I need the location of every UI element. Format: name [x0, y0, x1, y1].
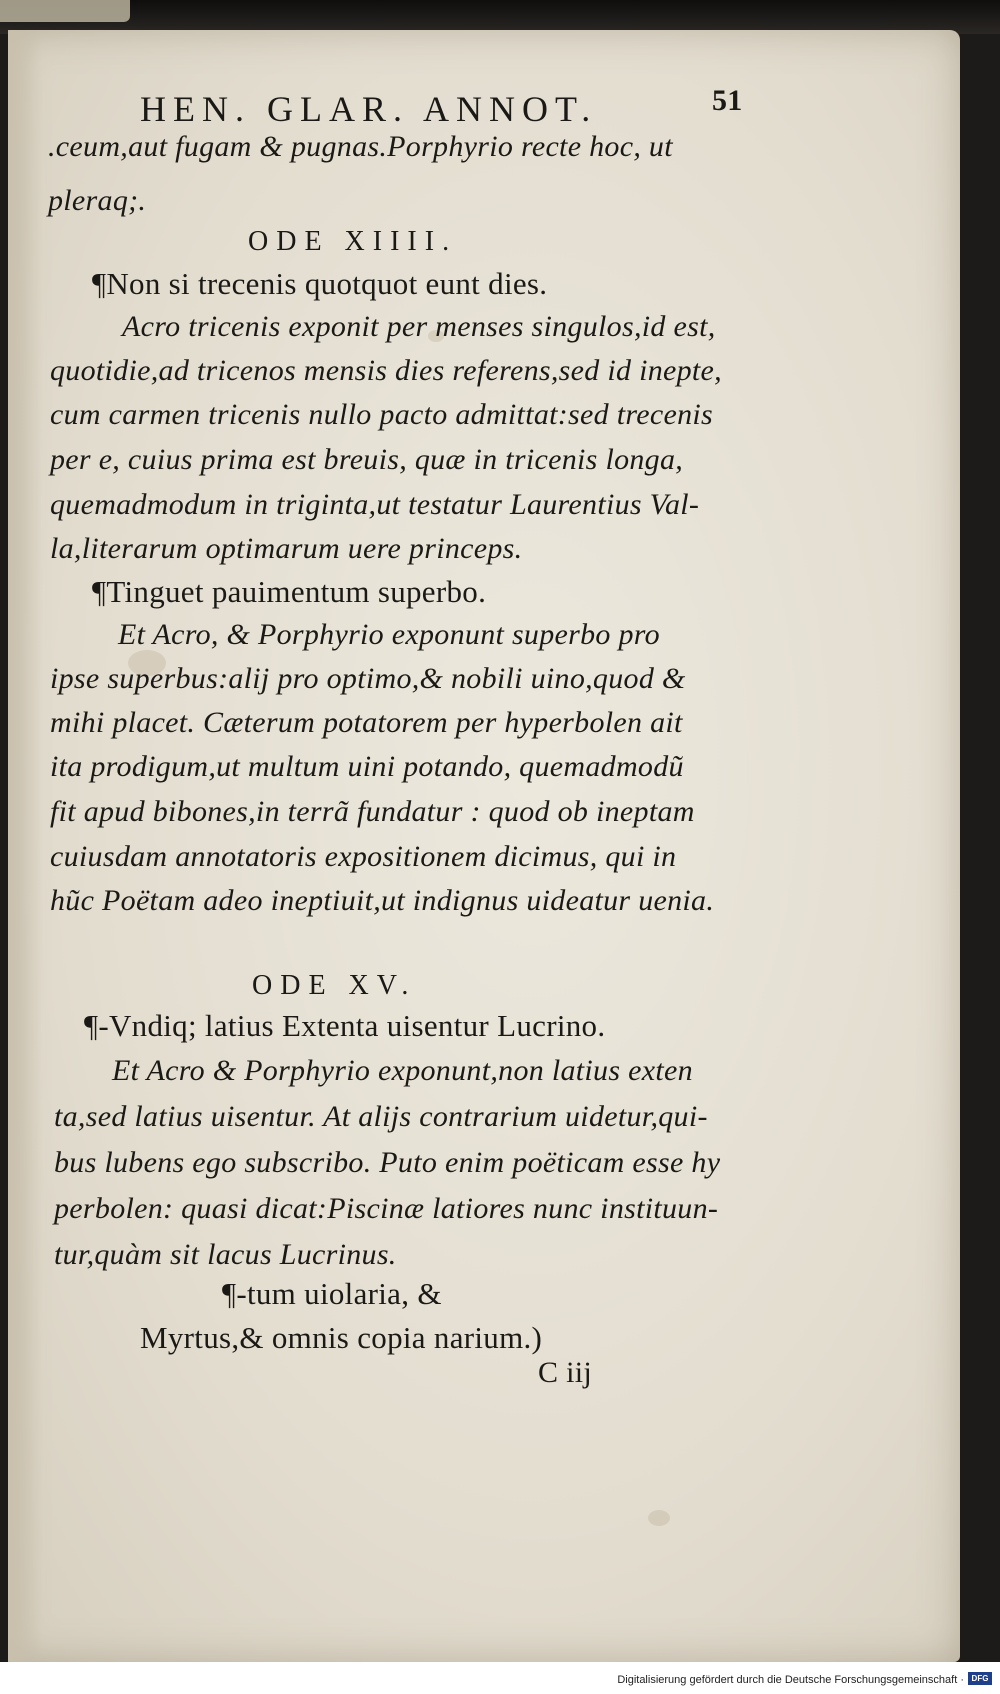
lemma-line: ¶Tinguet pauimentum superbo. [92, 574, 487, 609]
text-line: ta,sed latius uisentur. At alijs contrarium uidetur,qui- [54, 1100, 708, 1133]
text-line: la,literarum optimarum uere princeps. [50, 532, 523, 565]
text-line: cum carmen tricenis nullo pacto admittat:sed trecenis [50, 398, 713, 431]
section-heading: ODE XIIII. [248, 226, 458, 257]
lemma-line: Myrtus,& omnis copia narium.) [140, 1320, 543, 1355]
text-line: tur,quàm sit lacus Lucrinus. [54, 1238, 397, 1271]
lemma-line: ¶Non si trecenis quotquot eunt dies. [92, 266, 548, 301]
running-head: HEN. GLAR. ANNOT. [140, 89, 598, 129]
scan-background-top [0, 0, 1000, 34]
lemma-line: ¶-Vndiq; latius Extenta uisentur Lucrino. [84, 1008, 606, 1043]
text-line: ita prodigum,ut multum uini potando, quemadmodũ [50, 750, 684, 783]
text-line: ipse superbus:alij pro optimo,& nobili uino,quod & [50, 662, 686, 695]
binding-scrap [0, 0, 130, 22]
lemma-line: ¶-tum uiolaria, & [222, 1276, 442, 1311]
text-line: bus lubens ego subscribo. Puto enim poëticam esse hy [54, 1146, 721, 1179]
text-line: .ceum,aut fugam & pugnas.Porphyrio recte hoc, ut [48, 130, 673, 163]
text-line: quemadmodum in triginta,ut testatur Laurentius Val- [50, 488, 700, 521]
text-line: mihi placet. Cæterum potatorem per hyperbolen ait [50, 706, 683, 739]
text-line: hũc Poëtam adeo ineptiuit,ut indignus uideatur uenia. [50, 884, 715, 917]
text-line: perbolen: quasi dicat:Piscinæ latiores nunc instituun- [54, 1192, 719, 1225]
folio-number: 51 [712, 84, 743, 117]
page-gutter-shadow [8, 30, 42, 1662]
digitization-credit: Digitalisierung gefördert durch die Deutsche Forschungsgemeinschaft · [617, 1674, 964, 1686]
signature-mark: C iij [538, 1356, 593, 1389]
text-line: Acro tricenis exponit per menses singulos,id est, [122, 310, 716, 343]
foxing-spot [648, 1510, 670, 1526]
text-line: Et Acro, & Porphyrio exponunt superbo pro [118, 618, 660, 651]
text-line: Et Acro & Porphyrio exponunt,non latius exten [112, 1054, 693, 1087]
text-line: cuiusdam annotatoris expositionem dicimus, qui in [50, 840, 677, 873]
dfg-logo: DFG [968, 1672, 992, 1685]
text-line: per e, cuius prima est breuis, quæ in tricenis longa, [50, 443, 684, 476]
section-heading: ODE XV. [252, 970, 417, 1001]
text-line: fit apud bibones,in terrã fundatur : quod ob ineptam [50, 795, 695, 828]
text-line: quotidie,ad tricenos mensis dies referens,sed id inepte, [50, 354, 722, 387]
text-line: pleraq;. [48, 184, 147, 217]
